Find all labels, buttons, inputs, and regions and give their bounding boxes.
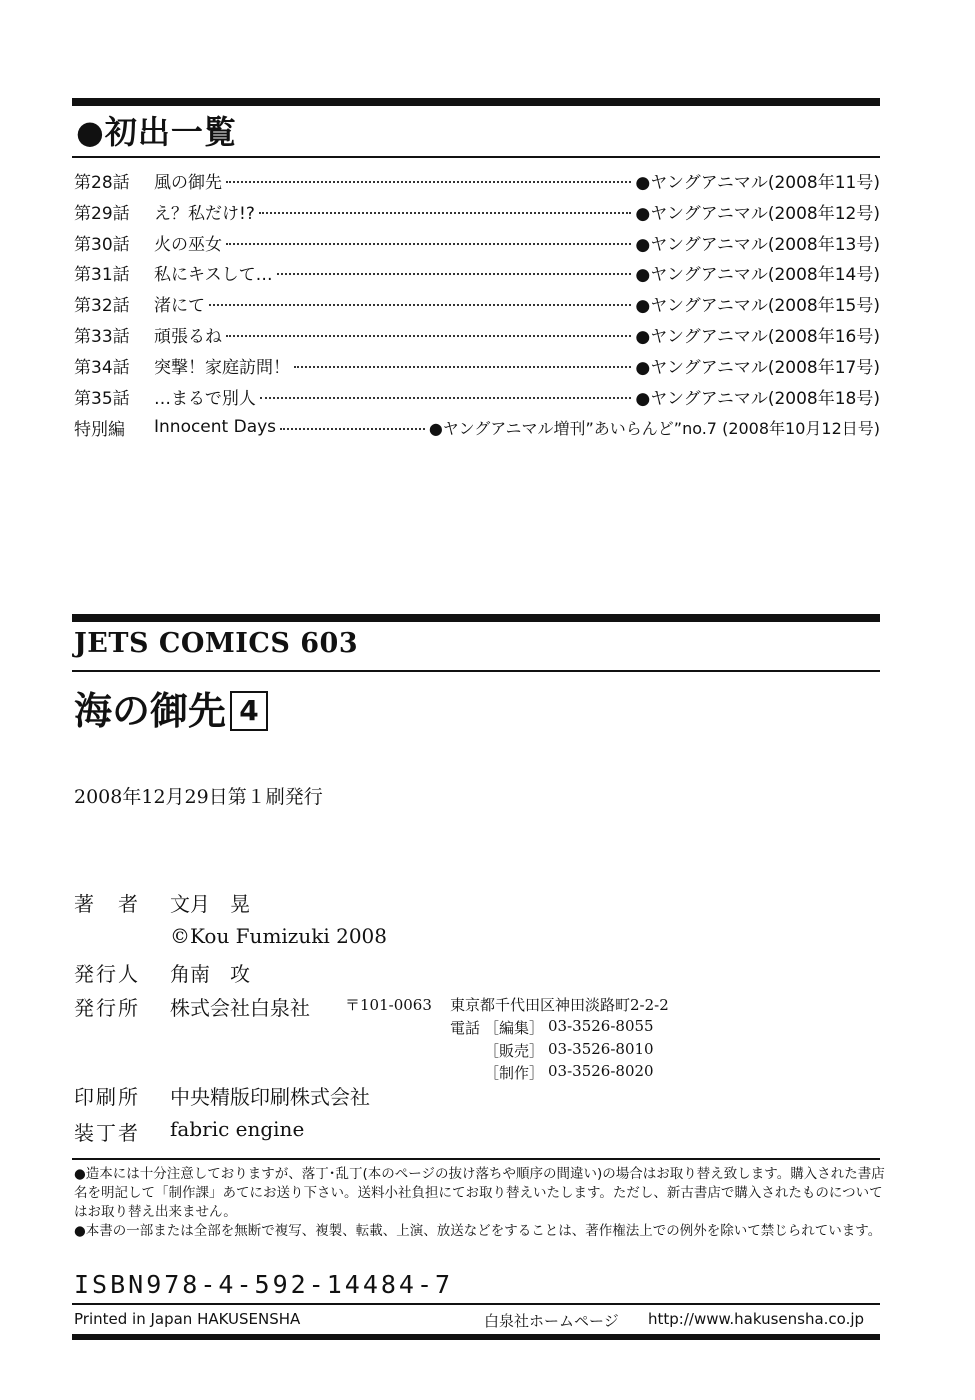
publisher-person: 角南 攻: [170, 962, 250, 986]
dot-leader: [260, 397, 632, 399]
author-label: 著 者: [74, 892, 140, 916]
episode-number: 第34話: [74, 357, 130, 378]
phone-number: 03-3526-8055: [548, 1017, 654, 1035]
publisher-name: 株式会社白泉社: [170, 996, 310, 1020]
episode-number: 第29話: [74, 203, 130, 224]
publication: ●ヤングアニマル(2008年17号): [635, 357, 880, 378]
heading-underline: [72, 156, 880, 158]
copyright: ©Kou Fumizuki 2008: [170, 924, 387, 948]
notice-top-rule: [72, 1158, 880, 1160]
episode-title: 渚にて: [154, 295, 205, 316]
episode-title: え？私だけ!?: [154, 203, 255, 224]
author-name: 文月 晃: [170, 892, 250, 916]
dot-leader: [280, 428, 425, 430]
list-item: [74, 414, 880, 440]
episode-number: 特別編: [74, 419, 125, 440]
list-item: [74, 290, 880, 316]
dot-leader: [259, 212, 632, 214]
dot-leader: [294, 366, 631, 368]
list-item: [74, 259, 880, 285]
volume-badge: 4: [230, 691, 268, 731]
designer-label: 装丁者: [74, 1121, 140, 1145]
list-item: [74, 383, 880, 409]
phone-label: 電話: [450, 1019, 481, 1037]
top-thick-rule: [72, 98, 880, 106]
phone-dept: ［制作］: [484, 1064, 545, 1082]
dot-leader: [226, 243, 631, 245]
publisher-person-label: 発行人: [74, 962, 140, 986]
list-item: [74, 321, 880, 347]
publication: ●ヤングアニマル(2008年16号): [635, 326, 880, 347]
publication: ●ヤングアニマル増刊”あいらんど”no.7 (2008年10月12日号): [428, 418, 880, 438]
list-item: [74, 229, 880, 255]
notice-paragraph: ●造本には十分注意しておりますが、落丁･乱丁(本のページの抜け落ちや順序の間違い)の場合はお取り替え致します。購入された書店名を明記して「制作課」あてにお送り下さい。送料小社負担にてお取り替えいたします。ただし、新古書店で購入されたものについてはお取り替え出来ません。: [74, 1166, 885, 1220]
episode-number: 第32話: [74, 295, 130, 316]
book-title: [74, 688, 268, 734]
episode-title: 私にキスして…: [154, 264, 273, 285]
episode-number: 第35話: [74, 388, 130, 409]
publication: ●ヤングアニマル(2008年14号): [635, 264, 880, 285]
list-item: [74, 198, 880, 224]
notice-paragraph: ●本書の一部または全部を無断で複写、複製、転載、上演、放送などをすることは、著作権法上での例外を除いて禁じられています。: [74, 1223, 882, 1239]
publication: ●ヤングアニマル(2008年11号): [635, 172, 880, 193]
episode-number: 第28話: [74, 172, 130, 193]
issue-date: 2008年12月29日第１刷発行: [74, 786, 323, 808]
homepage-label: 白泉社ホームページ: [484, 1312, 619, 1330]
dot-leader: [277, 273, 632, 275]
printer-label: 印刷所: [74, 1085, 140, 1109]
list-item: [74, 167, 880, 193]
bottom-thick-rule: [72, 1334, 880, 1340]
printed-in: Printed in Japan HAKUSENSHA: [74, 1310, 301, 1328]
episode-title: …まるで別人: [154, 388, 256, 409]
episode-number: 第30話: [74, 234, 130, 255]
phone-dept: ［販売］: [484, 1042, 545, 1060]
episode-title: Innocent Days: [154, 417, 277, 437]
episode-number: 第33話: [74, 326, 130, 347]
dot-leader: [226, 181, 631, 183]
dot-leader: [209, 304, 631, 306]
first-appearance-heading: ●初出一覧: [76, 113, 237, 151]
phone-number: 03-3526-8020: [548, 1062, 654, 1080]
homepage-url[interactable]: http://www.hakusensha.co.jp: [648, 1310, 865, 1328]
isbn: ISBN978-4-592-14484-7: [74, 1270, 454, 1299]
publication: ●ヤングアニマル(2008年12号): [635, 203, 880, 224]
notice-text: [74, 1165, 889, 1241]
dot-leader: [226, 335, 631, 337]
publisher-label: 発行所: [74, 996, 140, 1020]
designer-name: fabric engine: [170, 1117, 305, 1141]
publication: ●ヤングアニマル(2008年18号): [635, 388, 880, 409]
printer-name: 中央精版印刷株式会社: [170, 1085, 370, 1109]
series-underline: [72, 670, 880, 672]
episode-title: 風の御先: [154, 172, 222, 193]
series-label: JETS COMICS 603: [74, 628, 359, 659]
episode-title: 突撃！家庭訪問！: [154, 357, 290, 378]
publication: ●ヤングアニマル(2008年13号): [635, 234, 880, 255]
book-title-text: 海の御先: [74, 689, 227, 733]
isbn-underline: [72, 1303, 880, 1305]
episode-number: 第31話: [74, 264, 130, 285]
episode-title: 火の巫女: [154, 234, 222, 255]
postal-code: 〒101-0063: [345, 996, 432, 1014]
episode-title: 頑張るね: [154, 326, 222, 347]
publisher-address: 東京都千代田区神田淡路町2-2-2: [450, 996, 669, 1014]
phone-dept: ［編集］: [484, 1019, 545, 1037]
list-item: [74, 352, 880, 378]
colophon-thick-rule: [72, 614, 880, 622]
publication: ●ヤングアニマル(2008年15号): [635, 295, 880, 316]
phone-number: 03-3526-8010: [548, 1040, 654, 1058]
